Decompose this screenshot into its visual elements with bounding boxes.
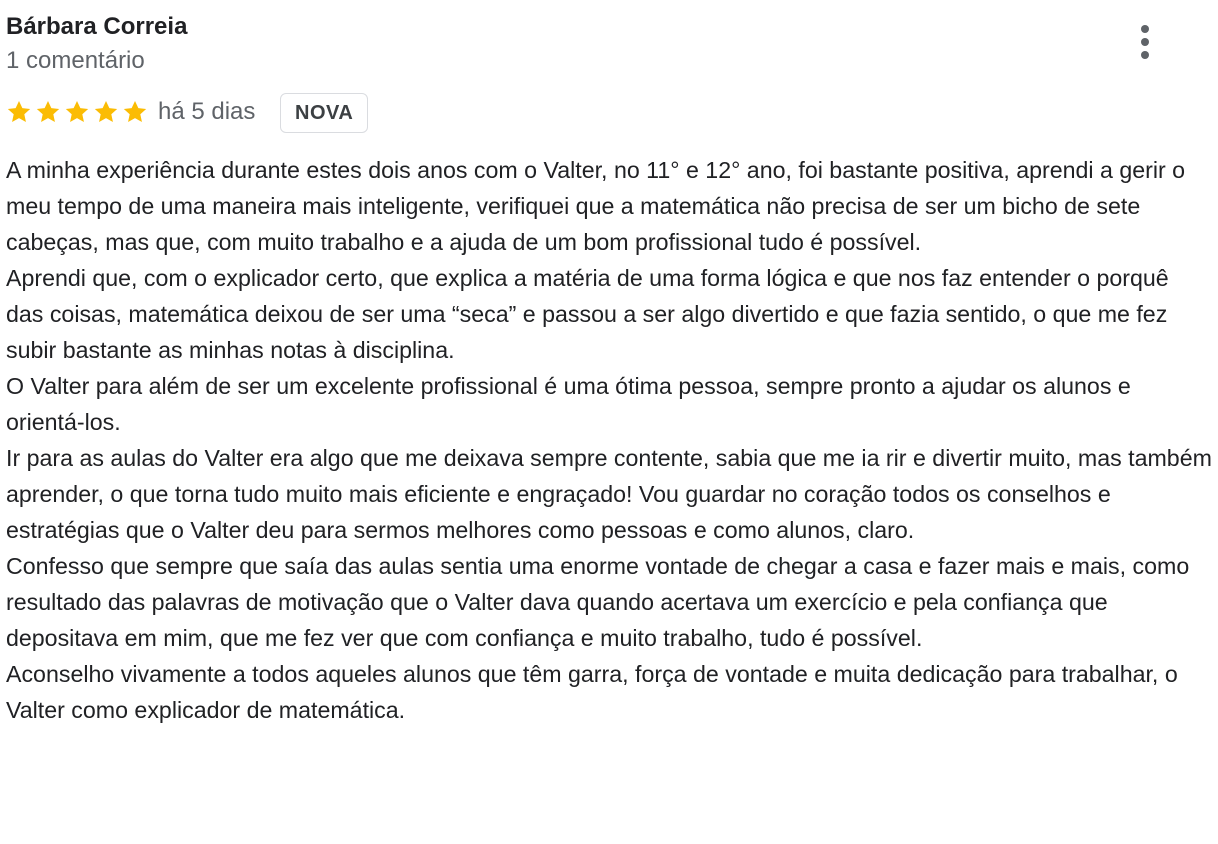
review-date: há 5 dias bbox=[158, 98, 256, 125]
rating-row bbox=[6, 92, 606, 136]
more-vert-icon bbox=[1128, 22, 1162, 62]
review-paragraph: A minha experiência durante estes dois anos com o Valter, no 11° e 12° ano, foi bastante positiva, aprendi a gerir o meu tempo de uma maneira mais inteligente, verifiquei que a matemática não precisa de ser um bicho de sete cabeças, mas que, com muito trabalho e a ajuda de um bom profissional tudo é possível. bbox=[6, 157, 1186, 255]
star-icon bbox=[122, 99, 148, 125]
review-paragraph: O Valter para além de ser um excelente profissional é uma ótima pessoa, sempre pronto a ajudar os alunos e orientá-los. bbox=[6, 373, 1131, 435]
star-rating bbox=[6, 99, 151, 125]
star-icon bbox=[6, 99, 32, 125]
star-icon bbox=[93, 99, 119, 125]
new-badge: NOVA bbox=[280, 93, 368, 133]
review-paragraph: Confesso que sempre que saía das aulas sentia uma enorme vontade de chegar a casa e fazer mais e mais, como resultado das palavras de motivação que o Valter dava quando acertava um exercício e pela confiança que depositava em mim, que me fez ver que com confiança e muito trabalho, tudo é possível. bbox=[6, 553, 1190, 651]
more-options-button[interactable] bbox=[1128, 22, 1162, 62]
author-name[interactable]: Bárbara Correia bbox=[6, 13, 188, 40]
review-text bbox=[6, 152, 1212, 728]
star-icon bbox=[64, 99, 90, 125]
star-icon bbox=[35, 99, 61, 125]
review-paragraph: Aconselho vivamente a todos aqueles alunos que têm garra, força de vontade e muita dedicação para trabalhar, o Valter como explicador de matemática. bbox=[6, 661, 1178, 723]
review-paragraph: Ir para as aulas do Valter era algo que me deixava sempre contente, sabia que me ia rir e divertir muito, mas também aprender, o que torna tudo muito mais eficiente e engraçado! Vou guardar no coração todos os conselhos e estratégias que o Valter deu para sermos melhores como pessoas e como alunos, claro. bbox=[6, 445, 1212, 543]
review-card bbox=[6, 0, 1212, 844]
author-review-count[interactable]: 1 comentário bbox=[6, 47, 145, 74]
review-paragraph: Aprendi que, com o explicador certo, que explica a matéria de uma forma lógica e que nos faz entender o porquê das coisas, matemática deixou de ser uma “seca” e passou a ser algo divertido e que fazia sentido, o que me fez subir bastante as minhas notas à disciplina. bbox=[6, 265, 1169, 363]
